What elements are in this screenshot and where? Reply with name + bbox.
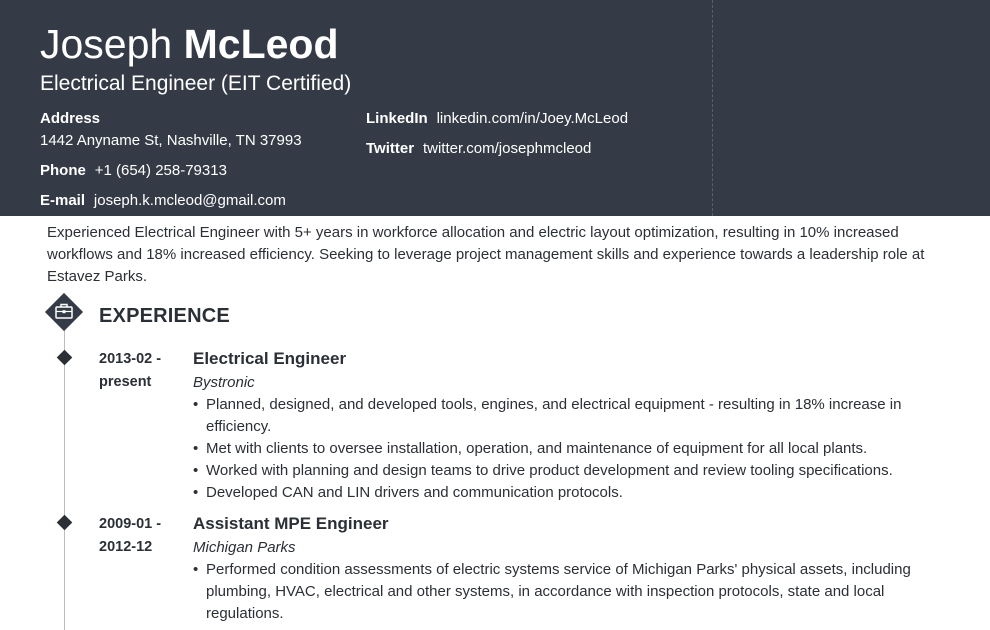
date-start: 2013-02 - <box>99 351 162 367</box>
timeline-dot <box>57 350 73 366</box>
summary-text: Experienced Electrical Engineer with 5+ years in workforce allocation and electric layout optimization, resulting in 10% increased workflows and 18% increased efficiency. Seeking to leverage project management skills and experience towards a leadership role at Estavez Parks. <box>47 224 925 285</box>
job-role: Electrical Engineer <box>193 349 347 368</box>
linkedin-row <box>366 109 628 129</box>
timeline-dot <box>57 515 73 531</box>
first-name: Joseph <box>40 21 173 67</box>
job-bullets <box>193 394 928 504</box>
address-label-row <box>40 109 100 129</box>
address-label: Address <box>40 110 101 127</box>
job-bullet: • Planned, designed, and developed tools, engines, and electrical equipment - resulting in 18% increase in efficiency. <box>193 394 928 438</box>
phone-row <box>40 161 227 181</box>
phone-label: Phone <box>40 162 86 179</box>
header-divider <box>712 0 713 216</box>
resume-header <box>0 0 990 216</box>
twitter-link[interactable]: twitter.com/josephmcleod <box>422 140 592 157</box>
job-dates <box>99 513 179 559</box>
job-dates <box>99 348 179 394</box>
email-value[interactable]: joseph.k.mcleod@gmail.com <box>93 192 286 209</box>
last-name: McLeod <box>183 21 339 67</box>
date-end: 2012-12 <box>99 539 153 555</box>
job-bullets <box>193 559 928 625</box>
job-title: Electrical Engineer (EIT Certified) <box>40 72 352 95</box>
address-value-row <box>40 131 302 151</box>
job-bullet: • Worked with planning and design teams to drive product development and review tooling specifications. <box>193 460 928 482</box>
job-bullet: • Met with clients to oversee installation, operation, and maintenance of equipment for all local plants. <box>193 438 928 460</box>
timeline-line <box>64 330 65 630</box>
phone-value[interactable]: +1 (654) 258-79313 <box>94 162 227 179</box>
email-row <box>40 191 286 211</box>
job-bullet: • Developed CAN and LIN drivers and communication protocols. <box>193 482 928 504</box>
job-company: Michigan Parks <box>193 539 296 556</box>
twitter-label: Twitter <box>366 140 415 157</box>
briefcase-icon <box>44 292 84 332</box>
job-bullet: • Performed condition assessments of electric systems service of Michigan Parks' physical assets, including plumbing, HVAC, electrical and other systems, in accordance with inspection protocols, state and local regulations. <box>193 559 928 625</box>
linkedin-link[interactable]: linkedin.com/in/Joey.McLeod <box>436 110 629 127</box>
date-start: 2009-01 - <box>99 516 162 532</box>
address-value: 1442 Anyname St, Nashville, TN 37993 <box>40 132 302 149</box>
candidate-name <box>40 18 339 70</box>
date-end: present <box>99 374 152 390</box>
job-company: Bystronic <box>193 374 255 391</box>
experience-heading: EXPERIENCE <box>99 305 230 327</box>
twitter-row <box>366 139 591 159</box>
linkedin-label: LinkedIn <box>366 110 428 127</box>
email-label: E-mail <box>40 192 86 209</box>
job-role: Assistant MPE Engineer <box>193 514 389 533</box>
